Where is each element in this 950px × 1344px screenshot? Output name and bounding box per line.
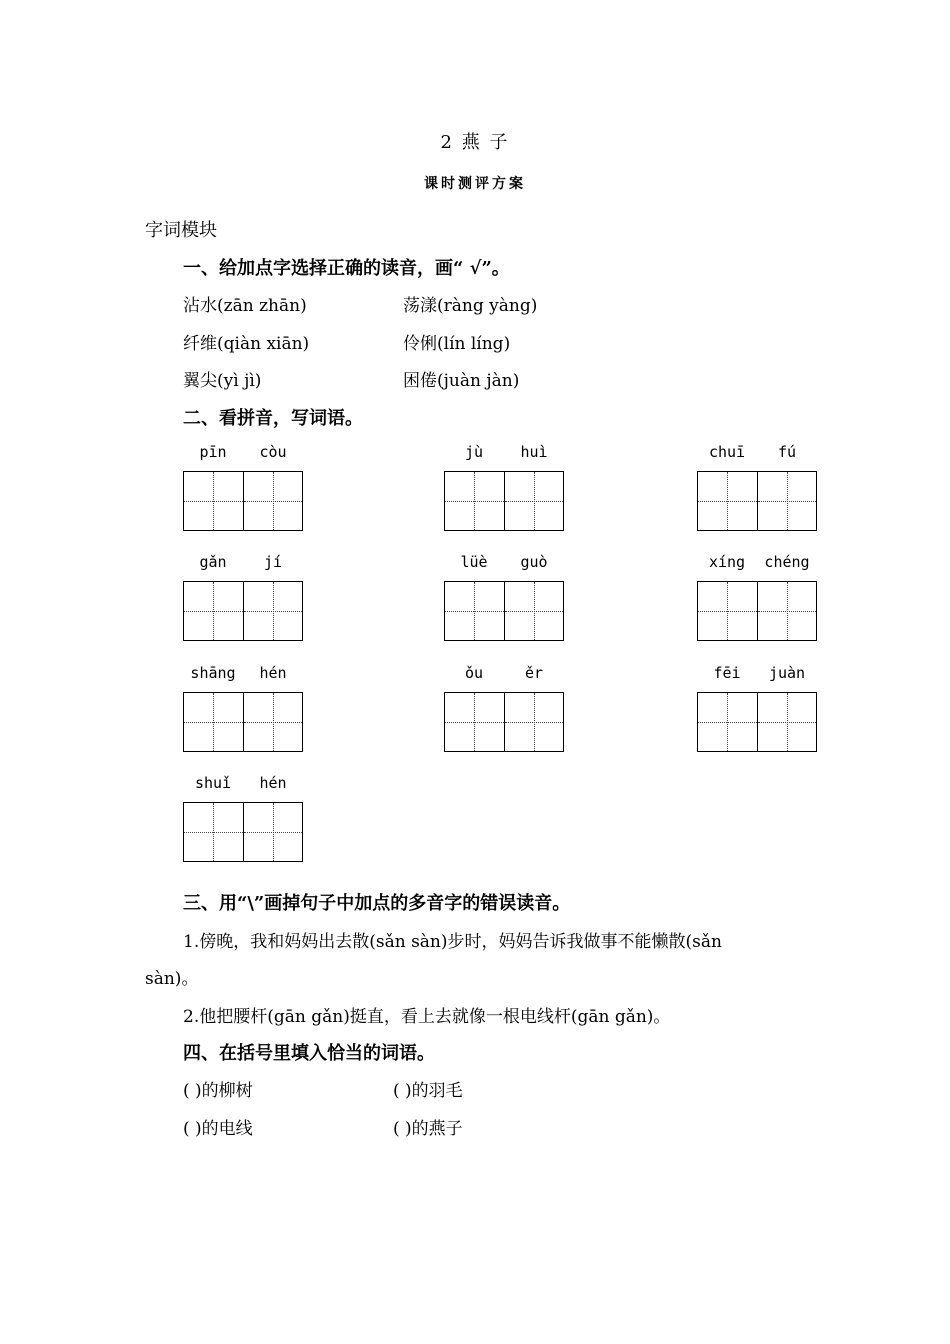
grid-cell[interactable] — [243, 472, 302, 530]
pinyin-label: chuī — [708, 443, 746, 461]
guide-line — [213, 803, 214, 861]
grid-cell[interactable] — [184, 582, 243, 640]
pinyin-label: lüè — [460, 553, 488, 571]
guide-line — [534, 472, 535, 530]
character-grid[interactable] — [444, 692, 564, 752]
pinyin-label: hén — [259, 664, 287, 682]
grid-cell[interactable] — [243, 803, 302, 861]
pinyin-label: ǒu — [464, 664, 484, 682]
q4-heading: 四、在括号里填入恰当的词语。 — [183, 1043, 435, 1064]
q1-item: 沾水(zān zhān) — [183, 296, 307, 316]
guide-line — [474, 472, 475, 530]
grid-cell[interactable] — [698, 582, 757, 640]
pinyin-label: fú — [777, 443, 797, 461]
grid-cell[interactable] — [698, 472, 757, 530]
q1-heading: 一、给加点字选择正确的读音，画“ √”。 — [183, 258, 510, 279]
guide-line — [213, 693, 214, 751]
guide-line — [213, 582, 214, 640]
q4-item: ( )的羽毛 — [393, 1081, 463, 1101]
grid-cell[interactable] — [757, 582, 816, 640]
pinyin-label: pīn — [199, 443, 227, 461]
grid-cell[interactable] — [184, 472, 243, 530]
guide-line — [273, 582, 274, 640]
character-grid[interactable] — [183, 692, 303, 752]
page-subtitle: 课时测评方案 — [424, 176, 526, 192]
q1-item: 纤维(qiàn xiān) — [183, 334, 310, 354]
q3-sentence-2: 2.他把腰杆(gān gǎn)挺直，看上去就像一根电线杆(gān gǎn)。 — [183, 1007, 671, 1027]
pinyin-label: hén — [259, 774, 287, 792]
grid-cell[interactable] — [184, 803, 243, 861]
guide-line — [273, 693, 274, 751]
guide-line — [534, 693, 535, 751]
pinyin-label: guò — [520, 553, 548, 571]
guide-line — [474, 582, 475, 640]
grid-cell[interactable] — [243, 693, 302, 751]
guide-line — [474, 693, 475, 751]
pinyin-label: fēi — [713, 664, 741, 682]
guide-line — [727, 693, 728, 751]
character-grid[interactable] — [697, 581, 817, 641]
character-grid[interactable] — [183, 471, 303, 531]
q1-item: 荡漾(ràng yàng) — [403, 296, 538, 316]
pinyin-label: shuǐ — [194, 774, 232, 792]
character-grid[interactable] — [697, 471, 817, 531]
pinyin-label: jù — [464, 443, 484, 461]
grid-cell[interactable] — [757, 472, 816, 530]
grid-cell[interactable] — [184, 693, 243, 751]
pinyin-label: gǎn — [199, 553, 227, 571]
guide-line — [213, 472, 214, 530]
guide-line — [727, 472, 728, 530]
q1-item: 翼尖(yì jì) — [183, 371, 262, 391]
grid-cell[interactable] — [504, 582, 563, 640]
q2-heading: 二、看拼音，写词语。 — [183, 408, 363, 429]
guide-line — [273, 803, 274, 861]
pinyin-label: chéng — [764, 553, 810, 571]
guide-line — [727, 582, 728, 640]
character-grid[interactable] — [183, 802, 303, 862]
grid-cell[interactable] — [504, 472, 563, 530]
page-title: 2 燕 子 — [440, 132, 510, 153]
character-grid[interactable] — [697, 692, 817, 752]
pinyin-label: ěr — [524, 664, 544, 682]
character-grid[interactable] — [444, 471, 564, 531]
grid-cell[interactable] — [504, 693, 563, 751]
grid-cell[interactable] — [757, 693, 816, 751]
pinyin-label: huì — [520, 443, 548, 461]
pinyin-label: còu — [259, 443, 287, 461]
q4-item: ( )的燕子 — [393, 1119, 463, 1139]
pinyin-label: xíng — [708, 553, 746, 571]
character-grid[interactable] — [444, 581, 564, 641]
grid-cell[interactable] — [445, 693, 504, 751]
q4-item: ( )的电线 — [183, 1119, 253, 1139]
grid-cell[interactable] — [698, 693, 757, 751]
pinyin-label: jí — [263, 553, 283, 571]
guide-line — [273, 472, 274, 530]
q1-item: 困倦(juàn jàn) — [403, 371, 520, 391]
pinyin-label: shāng — [190, 664, 236, 682]
grid-cell[interactable] — [445, 582, 504, 640]
guide-line — [787, 582, 788, 640]
character-grid[interactable] — [183, 581, 303, 641]
q3-heading: 三、用“\”画掉句子中加点的多音字的错误读音。 — [183, 893, 571, 914]
section-heading: 字词模块 — [145, 220, 217, 241]
guide-line — [787, 693, 788, 751]
pinyin-label: juàn — [768, 664, 806, 682]
grid-cell[interactable] — [445, 472, 504, 530]
q1-item: 伶俐(lín líng) — [403, 334, 511, 354]
guide-line — [787, 472, 788, 530]
q3-sentence-1-cont: sàn)。 — [145, 969, 199, 989]
grid-cell[interactable] — [243, 582, 302, 640]
q4-item: ( )的柳树 — [183, 1081, 253, 1101]
guide-line — [534, 582, 535, 640]
q3-sentence-1: 1.傍晚，我和妈妈出去散(sǎn sàn)步时，妈妈告诉我做事不能懒散(sǎn — [183, 932, 722, 952]
